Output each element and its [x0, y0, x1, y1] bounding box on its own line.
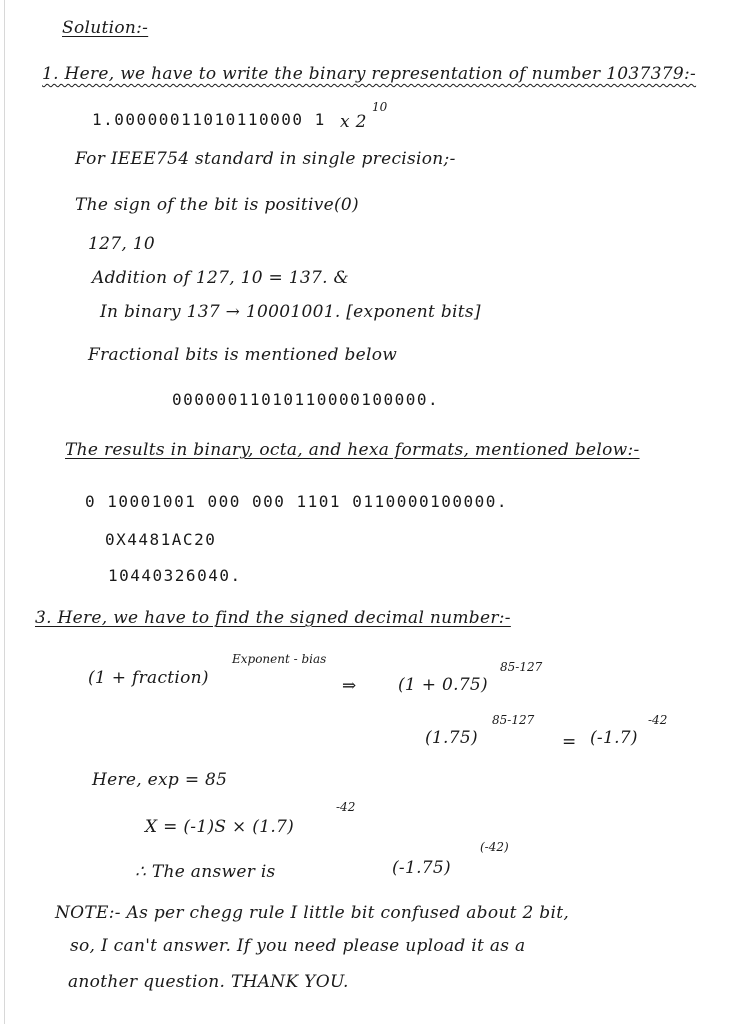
part3-intro: 3. Here, we have to find the signed decimal number:- — [35, 608, 511, 628]
times-base: x 2 — [340, 112, 367, 132]
formula-left: (1 + fraction) — [88, 668, 209, 688]
exp-line: Here, exp = 85 — [92, 770, 228, 790]
answer-prefix: ∴ The answer is — [135, 862, 276, 882]
values-line: 127, 10 — [88, 234, 155, 254]
hex-result: 0X4481AC20 — [105, 530, 217, 549]
formula-right: (1 + 0.75) — [398, 675, 488, 695]
note-line-2: so, I can't answer. If you need please upload it as a — [70, 936, 526, 956]
step2-right-exponent: -42 — [648, 713, 668, 727]
step2-equals: = — [562, 732, 577, 752]
normalized-mantissa: 1.00000011010110000 1 — [92, 110, 326, 129]
mantissa-exponent: 10 — [372, 100, 388, 114]
results-intro: The results in binary, octa, and hexa formats, mentioned below:- — [65, 440, 640, 460]
step2-exponent: 85-127 — [492, 713, 535, 727]
step2-left: (1.75) — [425, 728, 478, 748]
octal-result: 10440326040. — [108, 566, 242, 585]
part1-intro — [42, 64, 696, 84]
step2-right: (-1.7) — [590, 728, 638, 748]
fraction-bits: 00000011010110000100000. — [172, 390, 440, 409]
binary-result: 0 10001001 000 000 1101 0110000100000. — [85, 492, 509, 511]
binary-exponent-line: In binary 137 → 10001001. [exponent bits] — [100, 302, 481, 322]
sign-line: The sign of the bit is positive(0) — [75, 195, 359, 215]
solution-heading: Solution:- — [62, 18, 149, 38]
x-line: X = (-1)S × (1.7) — [145, 817, 295, 837]
addition-line: Addition of 127, 10 = 137. & — [92, 268, 349, 288]
standard-line: For IEEE754 standard in single precision;- — [75, 149, 456, 169]
implies-arrow: ⇒ — [342, 676, 357, 696]
formula-exponent: Exponent - bias — [232, 652, 327, 666]
answer-exponent: (-42) — [480, 840, 509, 854]
formula-right-exponent: 85-127 — [500, 660, 543, 674]
x-line-exponent: -42 — [336, 800, 356, 814]
note-line-3: another question. THANK YOU. — [68, 972, 349, 992]
part1-intro-text: 1. Here, we have to write the binary representation of number 1037379:- — [42, 64, 697, 84]
page-edge-line — [4, 0, 5, 1024]
fraction-intro: Fractional bits is mentioned below — [88, 345, 398, 365]
answer-value: (-1.75) — [392, 858, 451, 878]
note-line-1: NOTE:- As per chegg rule I little bit confused about 2 bit, — [55, 903, 570, 923]
